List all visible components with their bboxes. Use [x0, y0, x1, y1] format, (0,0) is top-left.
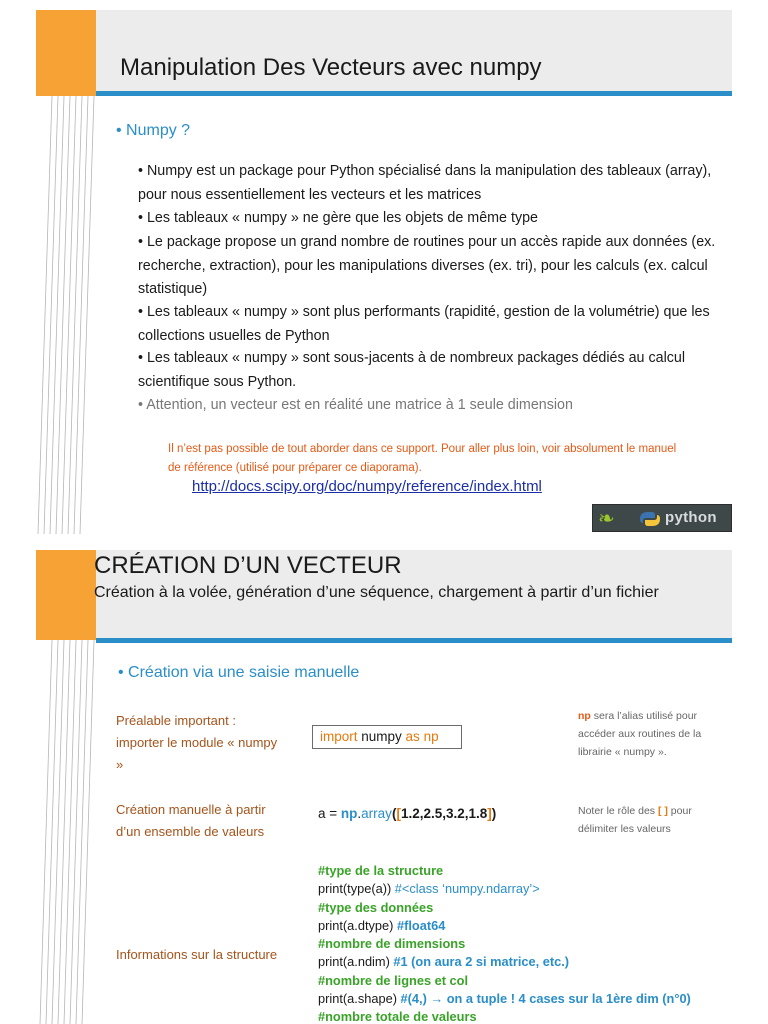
side-note-alias: np sera l’alias utilisé pour accéder aux routines de la librairie « numpy ». [578, 710, 702, 758]
title-band [96, 10, 732, 96]
code-comment: #type de la structure [318, 863, 444, 878]
code-comment: #nombre de lignes et col [318, 972, 469, 988]
paragraph-6: • Attention, un vecteur est en réalité une matrice à 1 seule dimension [138, 397, 573, 413]
code-comment: #nombre de dimensions [318, 936, 466, 952]
python-wordmark: python [665, 509, 717, 526]
code-line: print(a.shape) #(4,) → on a tuple ! 4 cases sur la 1ère dim (n°0) [318, 991, 691, 1007]
label-structure-info: Informations sur la structure [116, 947, 278, 962]
label-import: Préalable important : importer le module « numpy » [116, 713, 278, 772]
code-line: print(a.ndim) #1 (on aura 2 si matrice, etc.) [318, 954, 570, 970]
label-manual-creation: Création manuelle à partir d’un ensemble de valeurs [116, 802, 266, 839]
slide-title: CRÉATION D’UN VECTEUR [94, 552, 402, 579]
reference-note: Il n’est pas possible de tout aborder dans ce support. Pour aller plus loin, voir absolument le manuel de référence (utilisé pour préparer ce diaporama). [168, 443, 677, 474]
code-comment: #nombre totale de valeurs [318, 1009, 477, 1024]
python-mark-icon [637, 509, 663, 529]
slide-1 [36, 10, 732, 534]
blue-divider [96, 91, 732, 96]
reference-link[interactable]: http://docs.scipy.org/doc/numpy/reference/index.html [192, 478, 542, 495]
code-line: print(type(a)) #<class ‘numpy.ndarray’> [318, 881, 540, 897]
slide-title: Manipulation Des Vecteurs avec numpy [120, 54, 542, 81]
snake-icon: ❧ [598, 508, 615, 530]
side-note-brackets: Noter le rôle des [ ] pour délimiter les valeurs [578, 805, 692, 835]
paragraph-1: • Numpy est un package pour Python spécialisé dans la manipulation des tableaux (array), pour nous essentiellement les vecteurs et les matrices [138, 163, 712, 203]
decorative-lines [36, 96, 96, 534]
paragraph-2: • Les tableaux « numpy » ne gère que les objets de même type [138, 210, 539, 226]
structure-code-block [318, 862, 728, 1024]
orange-accent-bar [36, 10, 96, 96]
array-creation-code: a = np.array([1.2,2.5,3.2,1.8]) [318, 806, 497, 821]
paragraph-3: • Le package propose un grand nombre de routines pour un accès rapide aux données (ex. recherche, extraction), pour les manipulations diverses (ex. tri), pour les calculs (ex. calcul statistique) [138, 234, 716, 297]
code-line: print(a.dtype) #float64 [318, 917, 446, 933]
decorative-lines [36, 640, 96, 1024]
bullet-heading: • Numpy ? [116, 122, 191, 139]
slide-subtitle: Création à la volée, génération d’une séquence, chargement à partir d’un fichier [94, 584, 659, 601]
paragraph-5: • Les tableaux « numpy » sont sous-jacents à de nombreux packages dédiés au calcul scientifique sous Python. [138, 350, 686, 390]
code-comment: #type des données [318, 899, 434, 915]
bullet-heading: • Création via une saisie manuelle [118, 664, 360, 681]
import-code-box: import numpy as np [312, 725, 462, 749]
paragraph-4: • Les tableaux « numpy » sont plus performants (rapidité, gestion de la volumétrie) que les collections usuelles de Python [138, 304, 710, 344]
slide-2 [36, 550, 732, 1024]
python-logo [592, 504, 732, 532]
blue-divider [96, 638, 732, 643]
orange-accent-bar [36, 550, 96, 640]
